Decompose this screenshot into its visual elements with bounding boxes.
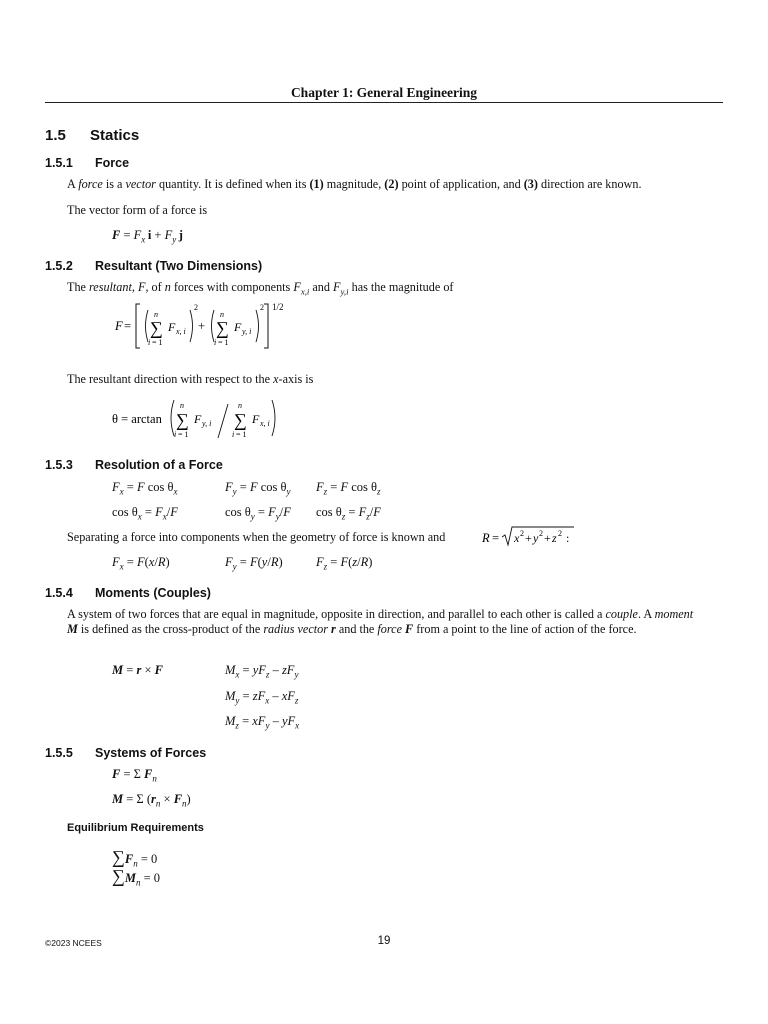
svg-text:F: F (115, 319, 123, 333)
subsection-heading-moments: 1.5.4 Moments (Couples) (45, 586, 211, 600)
svg-text:=: = (124, 319, 132, 333)
cos-thetaz-equation: $\cos \theta_z = F_z/F$ (316, 505, 381, 522)
resultant-direction-paragraph: The resultant direction with respect to the x-axis is (67, 372, 314, 386)
my-equation: $M_y = zF_x - xF_z$ (225, 689, 299, 706)
section-title: Statics (90, 127, 140, 144)
header-rule (45, 102, 723, 103)
fy-geometry-equation: $F_y = F(y/R)$ (225, 555, 283, 572)
svg-text:= 1: = 1 (152, 338, 163, 347)
svg-text:y: y (533, 531, 539, 545)
svg-text:= 1: = 1 (236, 430, 247, 439)
mx-equation: $M_x = yF_z - zF_y$ (225, 663, 299, 680)
svg-text:2: 2 (194, 303, 198, 312)
section-number: 1.5 (45, 127, 66, 144)
svg-text:R: R (482, 531, 490, 545)
svg-text:+: + (544, 531, 551, 545)
force-sum-equation: F = Σ $F_n$ (112, 767, 157, 784)
svg-text:∑: ∑ (216, 318, 229, 338)
svg-text:+: + (525, 531, 532, 545)
svg-text::: : (566, 531, 570, 545)
svg-text:i: i (174, 430, 177, 439)
svg-text:y, i: y, i (242, 327, 252, 336)
chapter-header: Chapter 1: General Engineering (290, 85, 478, 100)
svg-text:∑: ∑ (150, 318, 163, 338)
svg-text:+: + (198, 319, 206, 333)
fx-cos-equation: $F_x = F$ $\cos \theta_x$ (112, 480, 178, 497)
section-heading (45, 127, 139, 144)
subsection-heading-systems: 1.5.5 Systems of Forces (45, 746, 207, 760)
vector-form-paragraph: The vector form of a force is (67, 203, 208, 217)
svg-text:2: 2 (539, 529, 543, 538)
svg-text:i: i (148, 338, 151, 347)
svg-text:x, i: x, i (260, 419, 270, 428)
moment-sum-equation: M = Σ $(r_n \times F_n)$ (112, 792, 191, 809)
svg-text:x, i: x, i (176, 327, 186, 336)
cos-thetay-equation: $\cos \theta_y = F_y/F$ (225, 505, 291, 522)
svg-text:F: F (168, 320, 176, 334)
moment-equilibrium-equation: $\sum M_n = 0$ (112, 866, 161, 888)
fz-geometry-equation: $F_z = F(z/R)$ (316, 555, 373, 572)
subsection-title: Force (95, 156, 130, 170)
svg-text:n: n (180, 401, 184, 410)
resultant-paragraph: The resultant, F, of n forces with components $F_{x,i}$ and $F_{y,i}$ has the magnitude of (67, 280, 454, 297)
resultant-direction-equation (110, 394, 290, 444)
resultant-magnitude-equation (110, 298, 310, 354)
svg-text:F: F (252, 412, 260, 426)
page-number: 19 (377, 935, 391, 947)
svg-text:∑: ∑ (234, 410, 247, 430)
copyright-footer: ©2023 NCEES (45, 938, 102, 948)
moments-paragraph: A system of two forces that are equal in magnitude, opposite in direction, and parallel to each other is called a couple. A moment M is defined as the cross-product of the radius vector r and the force F from a point to the line of action of the force. (67, 607, 694, 636)
cos-thetax-equation: $\cos \theta_x = F_x/F$ (112, 505, 178, 522)
svg-text:= 1: = 1 (178, 430, 189, 439)
mz-equation: $M_z = xF_y - yF_x$ (225, 714, 300, 731)
svg-text:z: z (552, 531, 557, 545)
svg-text:y, i: y, i (202, 419, 212, 428)
subsection-heading-resultant: 1.5.2 Resultant (Two Dimensions) (45, 259, 263, 273)
fz-cos-equation: $F_z = F$ $\cos \theta_z$ (316, 480, 381, 497)
force-definition-paragraph: A force is a vector quantity. It is defined when its (1) magnitude, (2) point of application, and (3) direction are known. (67, 177, 642, 191)
svg-text:i: i (232, 430, 235, 439)
svg-text:1/2: 1/2 (272, 302, 284, 312)
moment-cross-product-equation: M = r × F (112, 663, 163, 677)
svg-text:= 1: = 1 (218, 338, 229, 347)
svg-text:∑: ∑ (176, 410, 189, 430)
svg-text:F: F (234, 320, 242, 334)
svg-text:n: n (238, 401, 242, 410)
svg-text:=: = (492, 531, 500, 545)
svg-text:2: 2 (260, 303, 264, 312)
svg-text:2: 2 (558, 529, 562, 538)
svg-text:i: i (214, 338, 217, 347)
svg-text:F: F (194, 412, 202, 426)
equilibrium-subheading: Equilibrium Requirements (67, 822, 204, 834)
svg-text:θ = arctan: θ = arctan (112, 412, 162, 426)
svg-text:n: n (154, 310, 158, 319)
subsection-heading-force (45, 156, 129, 170)
svg-text:n: n (220, 310, 224, 319)
separating-force-paragraph: Separating a force into components when the geometry of force is known and (67, 530, 446, 544)
subsection-heading-resolution: 1.5.3 Resolution of a Force (45, 458, 223, 472)
force-vector-equation: $F = F_x$ $i + F_y$ j (112, 228, 183, 245)
subsection-number: 1.5.1 (45, 156, 73, 170)
svg-text:2: 2 (520, 529, 524, 538)
fy-cos-equation: $F_y = F$ $\cos \theta_y$ (225, 480, 291, 497)
svg-text:x: x (514, 531, 520, 545)
force-equilibrium-equation: $\sum F_n = 0$ (112, 847, 158, 869)
r-magnitude-equation (480, 525, 580, 549)
fx-geometry-equation: $F_x = F(x/R)$ (112, 555, 170, 572)
